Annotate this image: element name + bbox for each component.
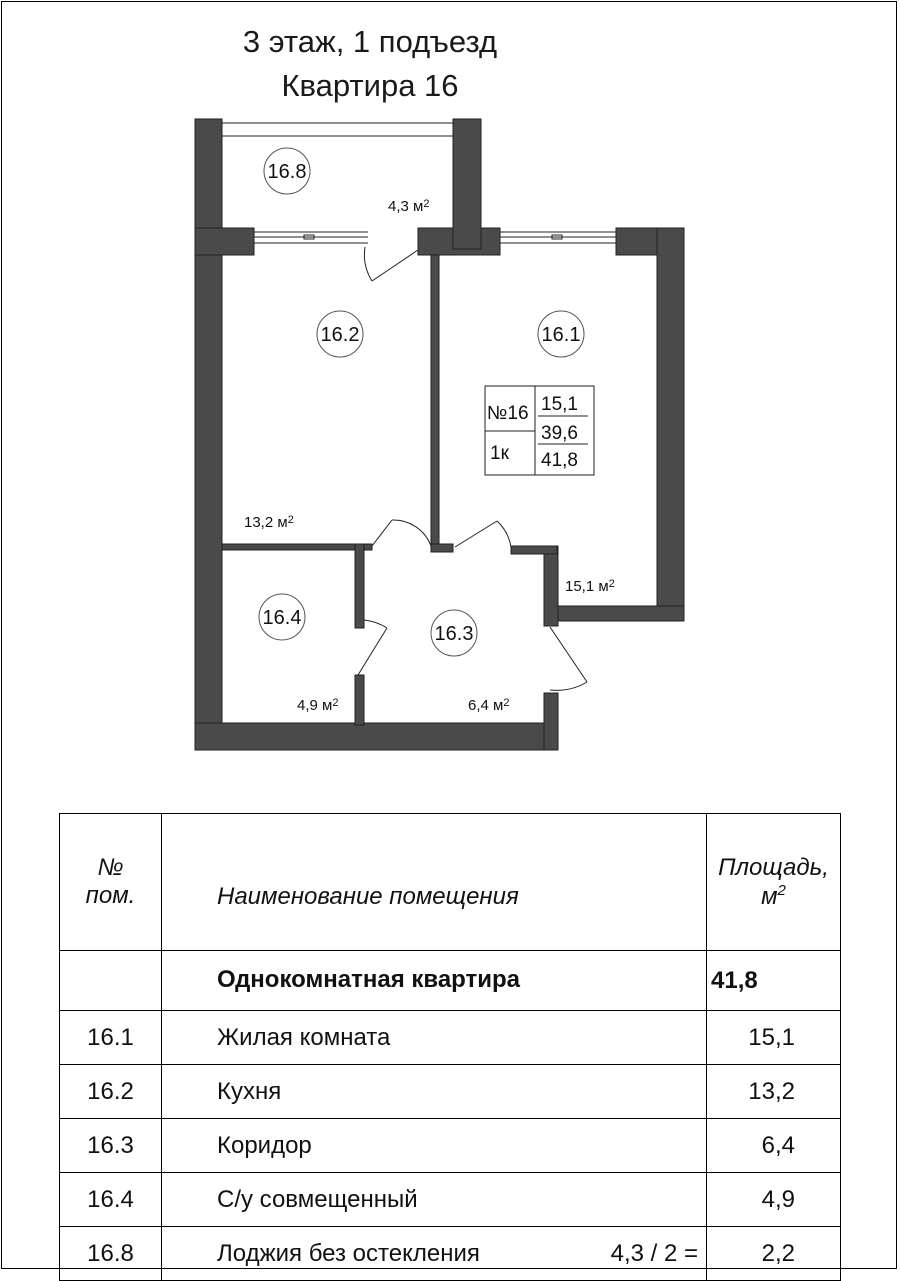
wall-left xyxy=(195,119,222,750)
wall-bottom-stub xyxy=(544,693,558,750)
row-number: 16.1 xyxy=(60,1011,162,1065)
wall-corner xyxy=(431,544,453,552)
rooms-table xyxy=(59,813,841,1281)
area-living: 15,1 м xyxy=(565,578,609,595)
wall-right-bottom xyxy=(544,606,684,621)
wall-bottom xyxy=(195,723,558,750)
area-bath-sup: 2 xyxy=(332,697,339,709)
summary-value: 41,8 xyxy=(707,951,841,1011)
svg-text:6,4 м2 xyxy=(468,697,509,714)
row-number: 16.2 xyxy=(60,1065,162,1119)
row-name-text: Лоджия без остекления xyxy=(217,1239,480,1267)
wall-bath-lower xyxy=(355,675,364,725)
summary-num xyxy=(60,951,162,1011)
windows xyxy=(222,123,616,243)
wall-right xyxy=(657,228,684,621)
header-area-line1: Площадь, xyxy=(718,853,829,881)
summary-name: Однокомнатная квартира xyxy=(162,951,707,1011)
row-number: 16.3 xyxy=(60,1119,162,1173)
row-name: Коридор xyxy=(162,1119,707,1173)
header-area xyxy=(707,814,841,951)
room-label-loggia: 16.8 xyxy=(267,161,307,183)
header-area-unit: м xyxy=(761,882,778,910)
wall-bath-upper xyxy=(355,544,364,628)
wall-loggia-left xyxy=(195,228,254,255)
row-area: 15,1 xyxy=(707,1011,841,1065)
area-loggia: 4,3 м xyxy=(388,198,424,215)
area-corridor-sup: 2 xyxy=(503,697,510,709)
area-living-sup: 2 xyxy=(608,578,615,590)
room-label-living: 16.1 xyxy=(541,324,581,346)
stamp-number: №16 xyxy=(487,403,529,424)
svg-text:15,1 м2 xyxy=(565,578,615,595)
apartment-title: Квартира 16 xyxy=(281,68,459,103)
area-kitchen-sup: 2 xyxy=(287,514,294,526)
table-row xyxy=(60,1227,841,1281)
wall-loggia-right xyxy=(453,119,481,249)
summary-row xyxy=(60,951,841,1011)
header-number xyxy=(60,814,162,951)
stamp-type: 1к xyxy=(490,443,509,464)
svg-text:13,2 м2 xyxy=(244,514,294,531)
room-label-kitchen: 16.2 xyxy=(320,324,360,346)
area-loggia-sup: 2 xyxy=(423,198,430,210)
table-row xyxy=(60,1119,841,1173)
stamp-total-area: 39,6 xyxy=(541,423,578,444)
header-number-line1: № xyxy=(97,854,124,881)
wall-partition xyxy=(431,255,439,549)
row-name xyxy=(162,1227,707,1281)
apartment-stamp xyxy=(485,386,594,475)
table-header-row xyxy=(60,814,841,951)
header-number-line2: пом. xyxy=(85,882,136,909)
area-bath: 4,9 м xyxy=(297,697,333,714)
row-name: Жилая комната xyxy=(162,1011,707,1065)
row-name: Кухня xyxy=(162,1065,707,1119)
walls xyxy=(195,119,684,750)
table-row xyxy=(60,1065,841,1119)
row-area: 6,4 xyxy=(707,1119,841,1173)
floor-entrance-title: 3 этаж, 1 подъезд xyxy=(242,24,498,59)
stamp-area-with-loggia: 41,8 xyxy=(541,450,578,471)
room-label-bath: 16.4 xyxy=(262,607,302,629)
wall-living-lower xyxy=(544,546,558,626)
row-area: 13,2 xyxy=(707,1065,841,1119)
table-row xyxy=(60,1173,841,1227)
row-formula: 4,3 / 2 = xyxy=(610,1239,698,1267)
wall-kitchen-bottom xyxy=(222,544,372,550)
wall-living-bottom xyxy=(511,546,557,554)
header-name: Наименование помещения xyxy=(162,814,707,951)
row-number: 16.4 xyxy=(60,1173,162,1227)
row-name: С/у совмещенный xyxy=(162,1173,707,1227)
area-corridor: 6,4 м xyxy=(468,697,504,714)
header-area-sup: 2 xyxy=(777,881,786,899)
table-row xyxy=(60,1011,841,1065)
stamp-living-area: 15,1 xyxy=(541,394,578,415)
room-label-corridor: 16.3 xyxy=(434,623,474,645)
svg-text:4,9 м2 xyxy=(297,697,338,714)
row-area: 2,2 xyxy=(707,1227,841,1281)
row-number: 16.8 xyxy=(60,1227,162,1281)
row-area: 4,9 xyxy=(707,1173,841,1227)
area-kitchen: 13,2 м xyxy=(244,514,288,531)
svg-text:4,3 м2 xyxy=(388,198,429,215)
